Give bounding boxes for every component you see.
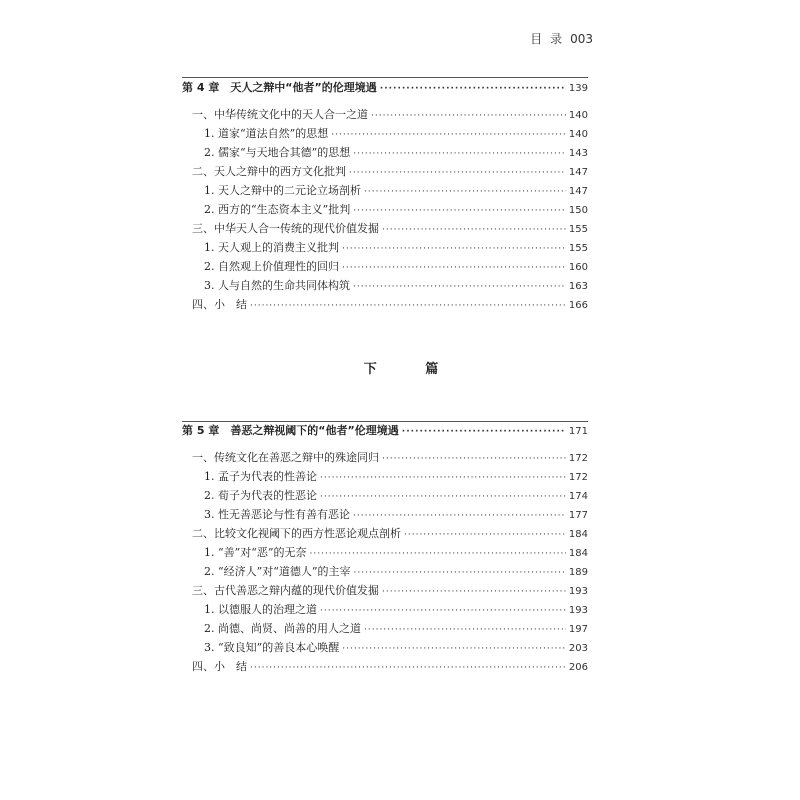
toc-entry-title: 1. 道家“道法自然”的思想 [204, 127, 329, 140]
header-title: 目 录 [530, 32, 565, 46]
toc-entry-sub[interactable] [182, 184, 588, 199]
leader-dots [310, 547, 566, 561]
toc-entry-title: 二、比较文化视阈下的西方性恶论观点剖析 [192, 527, 401, 540]
toc-entry-sub[interactable] [182, 641, 588, 656]
leader-dots [380, 82, 566, 96]
toc-entry-title: 三、古代善恶之辩内蕴的现代价值发掘 [192, 584, 379, 597]
leader-dots [353, 509, 566, 523]
leader-dots [371, 109, 566, 123]
toc-entry-chapter[interactable] [182, 424, 588, 439]
leader-dots [353, 204, 566, 218]
leader-dots [353, 147, 566, 161]
leader-dots [349, 166, 566, 180]
toc-entry-page: 193 [568, 605, 588, 616]
toc-entry-sub[interactable] [182, 565, 588, 580]
leader-dots [382, 452, 566, 466]
toc-entry-sub[interactable] [182, 508, 588, 523]
toc-entry-title: 1. 天人观上的消费主义批判 [204, 241, 339, 254]
toc-entry-page: 174 [568, 491, 588, 502]
toc-entry-chapter[interactable] [182, 81, 588, 96]
toc-entry-title: 2. 西方的“生态资本主义”批判 [204, 203, 351, 216]
toc-entry-page: 172 [568, 453, 588, 464]
toc-entry-page: 177 [568, 510, 588, 521]
toc-entry-title: 一、中华传统文化中的天人合一之道 [192, 108, 368, 121]
toc-entry-title: 2. 儒家“与天地合其德”的思想 [204, 146, 351, 159]
leader-dots [320, 490, 566, 504]
leader-dots [342, 242, 566, 256]
toc-entry-page: 206 [568, 662, 588, 673]
toc-entry-title: 1. 以德服人的治理之道 [204, 603, 317, 616]
toc-entry-section[interactable] [182, 165, 588, 180]
toc-entry-page: 147 [568, 186, 588, 197]
header-folio: 003 [570, 32, 593, 46]
toc-entry-title: 1. 天人之辩中的二元论立场剖析 [204, 184, 361, 197]
toc-entry-title: 2. 尚德、尚贤、尚善的用人之道 [204, 622, 361, 635]
toc-entry-page: 166 [568, 300, 588, 311]
toc-entry-title: 2. 自然观上价值理性的回归 [204, 260, 339, 273]
toc-entry-sub[interactable] [182, 203, 588, 218]
toc-entry-title: 2. “经济人”对“道德人”的主宰 [204, 565, 351, 578]
top-rule [182, 77, 588, 78]
toc-entry-page: 193 [568, 586, 588, 597]
toc-entry-title: 四、小 结 [192, 660, 247, 673]
toc-entry-page: 171 [568, 426, 588, 437]
toc-entry-section[interactable] [182, 660, 588, 675]
leader-dots [382, 585, 566, 599]
leader-dots [382, 223, 566, 237]
part-heading: 下 篇 [363, 362, 461, 377]
leader-dots [404, 528, 566, 542]
toc-entry-sub[interactable] [182, 279, 588, 294]
toc-entry-page: 160 [568, 262, 588, 273]
toc-entry-page: 140 [568, 129, 588, 140]
toc-entry-sub[interactable] [182, 146, 588, 161]
toc-entry-page: 147 [568, 167, 588, 178]
toc-entry-sub[interactable] [182, 622, 588, 637]
toc-entry-page: 155 [568, 224, 588, 235]
toc-entry-page: 189 [568, 567, 588, 578]
toc-entry-section[interactable] [182, 108, 588, 123]
toc-entry-page: 163 [568, 281, 588, 292]
toc-entry-title: 3. 性无善恶论与性有善有恶论 [204, 508, 350, 521]
leader-dots [354, 566, 566, 580]
toc-entry-page: 172 [568, 472, 588, 483]
part-rule [182, 421, 588, 422]
leader-dots [250, 661, 566, 675]
toc-entry-title: 第 4 章 天人之辩中“他者”的伦理境遇 [182, 81, 377, 94]
toc-entry-page: 203 [568, 643, 588, 654]
toc-entry-section[interactable] [182, 527, 588, 542]
leader-dots [342, 261, 566, 275]
toc-entry-sub[interactable] [182, 241, 588, 256]
toc-entry-title: 一、传统文化在善恶之辩中的殊途同归 [192, 451, 379, 464]
toc-entry-sub[interactable] [182, 470, 588, 485]
toc-entry-title: 二、天人之辩中的西方文化批判 [192, 165, 346, 178]
toc-entry-title: 3. 人与自然的生命共同体构筑 [204, 279, 350, 292]
toc-entry-title: 1. 孟子为代表的性善论 [204, 470, 317, 483]
toc-entry-section[interactable] [182, 584, 588, 599]
toc-entry-title: 2. 荀子为代表的性恶论 [204, 489, 317, 502]
leader-dots [342, 642, 566, 656]
toc-entry-sub[interactable] [182, 260, 588, 275]
toc-entry-page: 184 [568, 548, 588, 559]
toc-entry-page: 155 [568, 243, 588, 254]
toc-entry-title: 四、小 结 [192, 298, 247, 311]
toc-entry-sub[interactable] [182, 489, 588, 504]
toc-entry-sub[interactable] [182, 127, 588, 142]
leader-dots [250, 299, 566, 313]
toc-entry-title: 3. “致良知”的善良本心唤醒 [204, 641, 340, 654]
leader-dots [320, 471, 566, 485]
toc-entry-section[interactable] [182, 451, 588, 466]
toc-entry-title: 1. “善”对“恶”的无奈 [204, 546, 307, 559]
toc-entry-sub[interactable] [182, 546, 588, 561]
leader-dots [331, 128, 566, 142]
leader-dots [402, 425, 566, 439]
toc-entry-page: 140 [568, 110, 588, 121]
toc-entry-page: 150 [568, 205, 588, 216]
leader-dots [353, 280, 566, 294]
toc-entry-title: 三、中华天人合一传统的现代价值发掘 [192, 222, 379, 235]
toc-entry-section[interactable] [182, 298, 588, 313]
leader-dots [364, 185, 566, 199]
leader-dots [364, 623, 566, 637]
toc-entry-page: 184 [568, 529, 588, 540]
toc-entry-section[interactable] [182, 222, 588, 237]
toc-entry-page: 197 [568, 624, 588, 635]
toc-entry-page: 143 [568, 148, 588, 159]
running-header [530, 30, 593, 47]
toc-entry-title: 第 5 章 善恶之辩视阈下的“他者”伦理境遇 [182, 424, 399, 437]
toc-entry-sub[interactable] [182, 603, 588, 618]
leader-dots [320, 604, 566, 618]
toc-entry-page: 139 [568, 83, 588, 94]
